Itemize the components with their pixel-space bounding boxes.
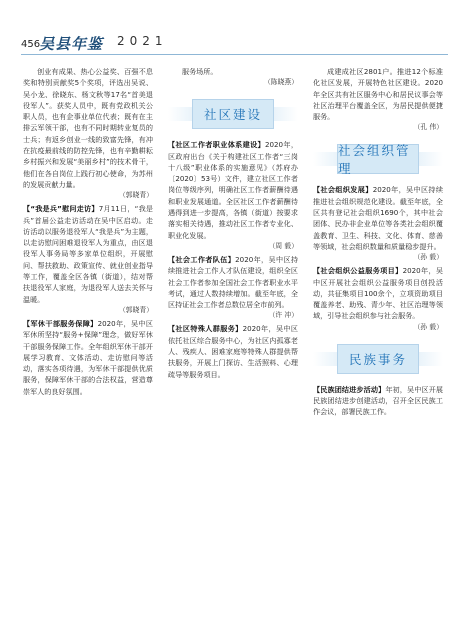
column-middle [168,66,298,380]
banner-box [337,143,419,177]
entry-heading: 【社区工作者职业体系建设】 [168,140,266,150]
column-left [23,66,153,397]
author-credit: （郭晓青） [119,305,153,314]
article-paragraph [23,318,153,397]
article-paragraph [168,139,298,241]
paragraph-text: 2020年，吴中区持续推进社会工作人才队伍建设，组织全区社会工作者参加全国社会工作者职业水平考试，通过人数持续增加。截至年底，全区持证社会工作者总数位居全市前列。 [168,254,298,310]
entry-heading: 【民族团结进步活动】 [313,384,386,394]
article-paragraph [313,66,443,122]
yearbook-year: 2021 [117,34,168,48]
paragraph-text: 2020年，吴中区持续推进社会组织规范化建设。截至年底，全区共有登记社会组织1690个，其中社会团体、民办非企业单位等各类社会组织覆盖教育、卫生、科技、文化、体育、慈善等领域，社会组织数量和质量稳步提升。 [313,185,443,251]
article-paragraph [313,265,443,321]
article-paragraph [23,203,153,305]
paragraph-text: 创业有成果、热心公益奖、百强不息奖和特别贡献奖5个奖项，评选出吴说、吴小龙、徐晓东、杨文秋等17名“首美退役军人”。获奖人员中，既有党政机关公职人员，也有企事业单位代表；既有在主排云军领干部，也有不同时期转业复员的士兵；有返乡创业一线的致富先锋，有冲在抗疫最前线的防控先锋，也有辛勤耕耘乡村振兴和发展“美丽乡村”的技术骨干，他们在各自岗位上践行初心使命，为苏州的发展贡献力量。 [23,67,153,189]
article-paragraph [168,323,298,379]
banner-box [337,344,419,374]
section-title: 社区建设 [203,107,262,123]
section-title: 民族事务 [348,351,407,367]
page-number: 456 [21,39,41,50]
entry-heading: 【社区特殊人群服务】 [168,324,243,334]
banner-box [192,99,274,129]
article-paragraph [313,384,443,418]
article-paragraph [313,184,443,252]
paragraph-text: 服务场所。 [182,67,218,76]
paragraph-text: 2020年，吴中区军休所坚持“服务+保障”理念，做好军休干部服务保障工作。全年组织军休干部开展学习教育、文体活动、走访慰问等活动，落实各项待遇，为军休干部提供优质服务，保障军休干部的合法权益，营造尊崇军人的良好氛围。 [23,318,153,396]
entry-heading: 【社会组织发展】 [313,185,373,195]
entry-heading: 【社会组织公益服务项目】 [313,266,403,276]
section-banner [313,341,443,375]
paragraph-text: 成建成社区2801户。推进12个标准化社区发展，开展特色社区建设。2020年全区共有社区服务中心和居民议事会等社区治理平台覆盖全区，为居民提供便捷服务。 [313,67,443,122]
paragraph-text: 2020年，吴中区开展社会组织公益服务项目创投活动，共征集项目100余个，立项资助项目覆盖养老、助残、青少年、社区治理等领域，引导社会组织参与社会服务。 [313,266,444,321]
paragraph-text: 年初，吴中区开展民族团结进步创建活动，召开全区民族工作会议，部署民族工作。 [313,384,444,417]
paragraph-text: 2020年，吴中区依托社区综合服务中心，为社区内孤寡老人、残疾人、困难家庭等特殊人群提供帮扶服务，开展上门探访、生活照料、心理疏导等服务项目。 [168,324,298,379]
author-credit: （孙 毅） [413,322,443,331]
author-credit: （孔 伟） [413,123,443,132]
author-credit: （周 毅） [268,241,298,250]
entry-heading: 【社会工作者队伍】 [168,254,236,264]
author-credit: （许 冲） [268,311,298,320]
author-credit: （孙 毅） [413,253,443,262]
section-banner [168,96,298,130]
paragraph-text: 7月11日，“我是兵”首届公益走访活动在吴中区启动。走访活动以服务退役军人“我是兵”为主题，以走访慰问困难退役军人为重点，由区退役军人事务局等多家单位组织，开展慰问、帮扶救助、政策宣传、就业创业指导等工作，覆盖全区各镇（街道），结对帮扶退役军人家庭，为退役军人送去关怀与温暖。 [23,204,153,304]
author-credit: （郭晓青） [119,191,153,200]
entry-heading: 【“我是兵”慰问走访】 [23,204,99,214]
section-banner [313,141,443,175]
entry-heading: 【军休干部服务保障】 [23,318,98,328]
column-right [313,66,443,418]
section-title: 社会组织管理 [338,143,411,177]
article-paragraph [23,66,153,190]
page-header [0,0,468,58]
paragraph-text: 2020年，区政府出台《关于构建社区工作者“三岗十八级”职业体系的实施意见》（苏府办〔2020〕53号）文件，建立社区工作者岗位等级序列，明确社区工作者薪酬待遇和职业发展通道。全区社区工作者薪酬待遇得到进一步提高，各镇（街道）按要求落实相关待遇，推动社区工作者专业化、职业化发展。 [168,140,298,240]
yearbook-brand: 吴县年鉴 [39,35,104,53]
header-rule [21,54,448,55]
author-credit: （陈晓燕） [264,78,298,87]
article-paragraph [168,254,298,310]
article-paragraph [168,66,298,77]
